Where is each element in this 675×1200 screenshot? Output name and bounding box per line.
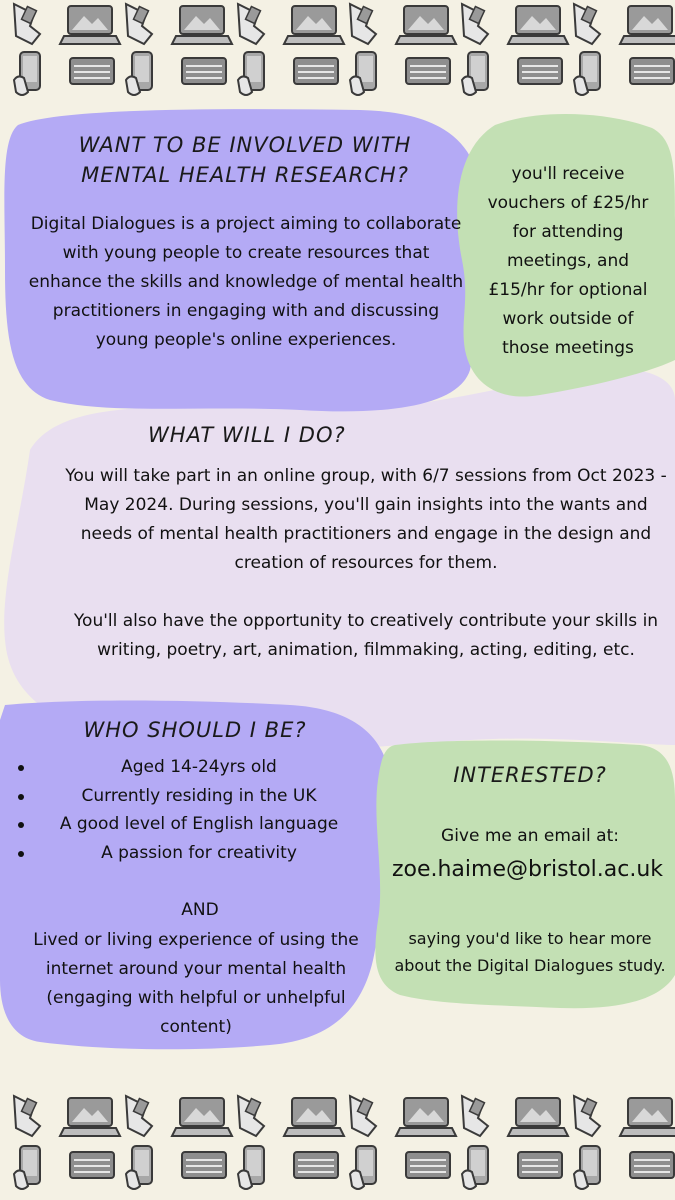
what-paragraph-1: You will take part in an online group, with 6/7 sessions from Oct 2023 - May 2024. During sessions, you'll gain insights into the wants and needs of mental health practitioners and engage in the design and creation of resources for them. [65, 466, 667, 573]
intro-body: Digital Dialogues is a project aiming to collaborate with young people to create resources that enhance the skills and knowledge of mental health practitioners in engaging with and discussing young people's online experiences. [28, 214, 464, 350]
list-item: Currently residing in the UK [18, 782, 380, 811]
what-paragraph-2: You'll also have the opportunity to creatively contribute your skills in writing, poetry, art, animation, filmmaking, acting, editing, etc. [73, 611, 659, 660]
vouchers-text: you'll receive vouchers of £25/hr for attending meetings, and £15/hr for optional work outside of those meetings [487, 164, 649, 358]
interested-prompt: Give me an email at: [441, 826, 619, 846]
who-lived-experience: Lived or living experience of using the internet around your mental health (engaging with helpful or unhelpful content) [33, 930, 359, 1037]
interested-heading: INTERESTED? [453, 763, 607, 787]
bullet-icon [18, 794, 24, 800]
what-heading: WHAT WILL I DO? [148, 423, 346, 447]
criteria-list [18, 753, 380, 867]
interested-closing: saying you'd like to hear more about the Digital Dialogues study. [394, 929, 666, 975]
bullet-icon [18, 851, 24, 857]
bullet-icon [18, 765, 24, 771]
who-heading: WHO SHOULD I BE? [83, 718, 307, 742]
intro-heading: WANT TO BE INVOLVED WITH MENTAL HEALTH RESEARCH? [78, 133, 412, 187]
contact-email[interactable]: zoe.haime@bristol.ac.uk [391, 857, 664, 882]
bullet-icon [18, 822, 24, 828]
who-and: AND [181, 900, 219, 920]
list-item: A passion for creativity [18, 839, 380, 868]
list-item: Aged 14-24yrs old [18, 753, 380, 782]
list-item: A good level of English language [18, 810, 380, 839]
